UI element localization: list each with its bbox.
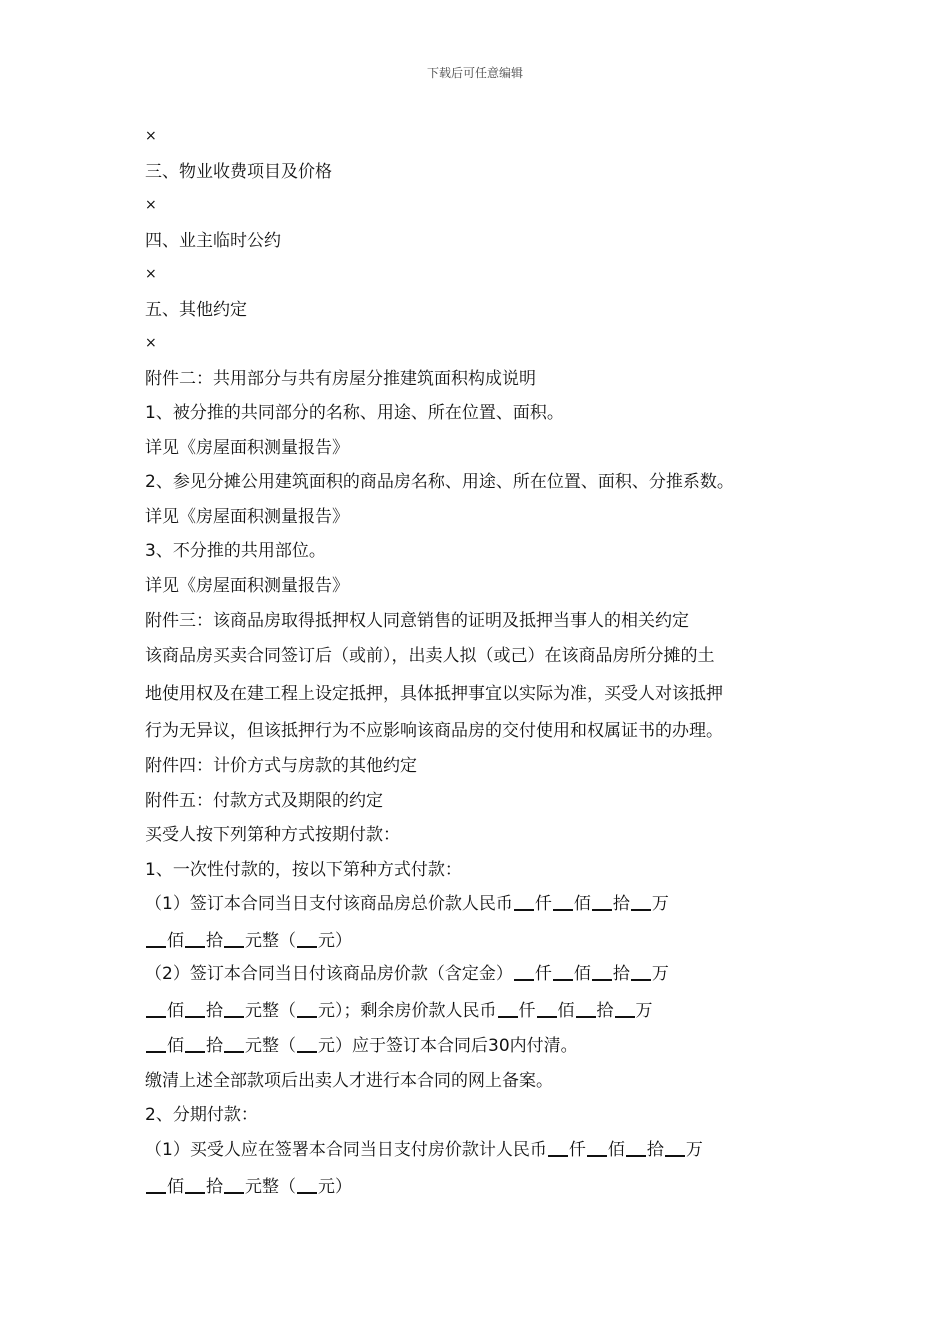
blank-field xyxy=(587,1141,607,1157)
text-line: 附件三：该商品房取得抵押权人同意销售的证明及抵押当事人的相关约定 xyxy=(145,611,689,631)
text-line: （2）签订本合同当日付该商品房价款（含定金） 仟 佰 拾 万 xyxy=(145,964,669,984)
blank-field xyxy=(185,1037,205,1053)
text-line: 2、分期付款： xyxy=(145,1105,258,1125)
text-line: 附件四：计价方式与房款的其他约定 xyxy=(145,756,417,776)
placeholder-mark: × xyxy=(145,335,157,351)
blank-field xyxy=(297,1037,317,1053)
placeholder-mark: × xyxy=(145,128,157,144)
blank-field xyxy=(592,895,612,911)
blank-field xyxy=(626,1141,646,1157)
blank-field xyxy=(297,932,317,948)
text-line: 1、被分推的共同部分的名称、用途、所在位置、面积。 xyxy=(145,403,564,423)
blank-field xyxy=(514,895,534,911)
text-line: 五、其他约定 xyxy=(145,300,247,320)
blank-field xyxy=(224,932,244,948)
blank-field xyxy=(553,965,573,981)
text-line: 行为无异议，但该抵押行为不应影响该商品房的交付使用和权属证书的办理。 xyxy=(145,721,723,741)
text-line: 缴清上述全部款项后出卖人才进行本合同的网上备案。 xyxy=(145,1071,553,1091)
text-line: 地使用权及在建工程上设定抵押，具体抵押事宜以实际为准，买受人对该抵押 xyxy=(145,684,723,704)
text-line: 三、物业收费项目及价格 xyxy=(145,162,332,182)
blank-field xyxy=(631,895,651,911)
blank-field xyxy=(146,1002,166,1018)
blank-field xyxy=(576,1002,596,1018)
blank-field xyxy=(185,932,205,948)
blank-field xyxy=(615,1002,635,1018)
text-line: 详见《房屋面积测量报告》 xyxy=(145,507,349,527)
text-line: （1）签订本合同当日支付该商品房总价款人民币 仟 佰 拾 万 xyxy=(145,894,669,914)
blank-field xyxy=(224,1037,244,1053)
text-line: 2、参见分摊公用建筑面积的商品房名称、用途、所在位置、面积、分推系数。 xyxy=(145,472,734,492)
blank-field xyxy=(548,1141,568,1157)
blank-field xyxy=(146,932,166,948)
text-line: 佰 拾 元整（ 元）；剩余房价款人民币 仟 佰 拾 万 xyxy=(145,999,653,1023)
text-line: 佰 拾 元整（ 元）应于签订本合同后30内付清。 xyxy=(145,1034,578,1058)
text-line: 佰 拾 元整（ 元） xyxy=(145,1175,352,1199)
page-header: 下载后可任意编辑 xyxy=(426,66,523,80)
text-line: 附件五：付款方式及期限的约定 xyxy=(145,791,383,811)
text-line: 四、业主临时公约 xyxy=(145,231,281,251)
blank-field xyxy=(592,965,612,981)
blank-field xyxy=(514,965,534,981)
text-line: 该商品房买卖合同签订后（或前），出卖人拟（或己）在该商品房所分摊的土 xyxy=(145,646,715,666)
text-line: （1）买受人应在签署本合同当日支付房价款计人民币 仟 佰 拾 万 xyxy=(145,1140,703,1160)
blank-field xyxy=(631,965,651,981)
blank-field xyxy=(297,1002,317,1018)
blank-field xyxy=(185,1178,205,1194)
placeholder-mark: × xyxy=(145,197,157,213)
blank-field xyxy=(553,895,573,911)
text-line: 附件二：共用部分与共有房屋分推建筑面积构成说明 xyxy=(145,369,536,389)
blank-field xyxy=(146,1037,166,1053)
text-line: 详见《房屋面积测量报告》 xyxy=(145,576,349,596)
blank-field xyxy=(224,1002,244,1018)
blank-field xyxy=(185,1002,205,1018)
blank-field xyxy=(224,1178,244,1194)
placeholder-mark: × xyxy=(145,266,157,282)
blank-field xyxy=(498,1002,518,1018)
blank-field xyxy=(146,1178,166,1194)
blank-field xyxy=(665,1141,685,1157)
text-line: 买受人按下列第种方式按期付款： xyxy=(145,825,400,845)
text-line: 详见《房屋面积测量报告》 xyxy=(145,438,349,458)
text-line: 3、不分推的共用部位。 xyxy=(145,541,326,561)
text-line: 佰 拾 元整（ 元） xyxy=(145,929,352,953)
text-line: 1、一次性付款的，按以下第种方式付款： xyxy=(145,860,462,880)
blank-field xyxy=(537,1002,557,1018)
blank-field xyxy=(297,1178,317,1194)
